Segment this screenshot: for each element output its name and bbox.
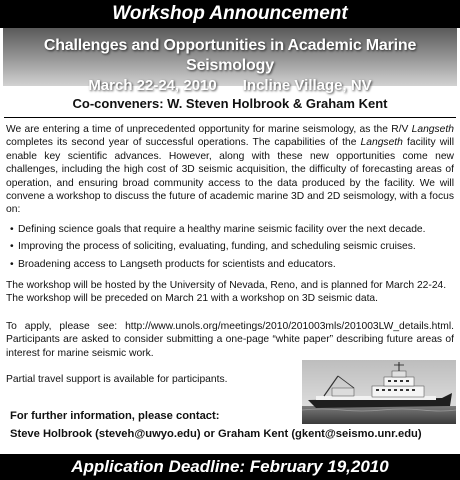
intro-section — [6, 123, 454, 275]
title-banner — [3, 28, 457, 94]
divider — [4, 117, 456, 118]
focus-item: • Improving the process of soliciting, evaluating, funding, and scheduling seismic cruises. — [10, 240, 454, 253]
apply-paragraph: To apply, please see: http://www.unols.org/meetings/2010/201003mls/201003LW_details.html. Participants are asked to consider submitting a one-page “white paper” describing future areas of interest for marine seismic work. — [6, 321, 454, 359]
workshop-title: Challenges and Opportunities in Academic Marine Seismology — [43, 37, 417, 74]
announcement-header — [0, 0, 460, 28]
vessel-name: Langseth — [411, 124, 454, 135]
intro-text-1: We are entering a time of unprecedented opportunity for marine seismology, as the R/V — [6, 124, 412, 135]
focus-item: • Broadening access to Langseth products for scientists and educators. — [10, 258, 454, 271]
intro-text-2: completes its second year of successful operations. The capabilities of the — [6, 137, 361, 149]
intro-paragraph — [6, 123, 454, 217]
coconveners-line: Co-conveners: W. Steven Holbrook & Graham Kent — [72, 96, 388, 111]
intro-text-3: facility will enable key scientific advances. However, along with these new opportunities come new challenges, including the high cost of 3D seismic acquisition, the difficulty of forecasting areas of operation, and ensuring broad community access to the data produced by the facility. We will convene a workshop to discuss the future of academic marine 3D and 2D seismology, with a focus on: — [6, 137, 454, 216]
focus-list — [10, 223, 454, 271]
date-location-line — [3, 76, 457, 96]
research-vessel-photo — [302, 360, 456, 424]
workshop-location: Incline Village, NV — [242, 77, 372, 94]
workshop-dates: March 22-24, 2010 — [88, 77, 217, 94]
focus-item: • Defining science goals that require a healthy marine seismic facility over the next decade. — [10, 223, 454, 236]
travel-support-note: Partial travel support is available for participants. — [6, 374, 228, 385]
deadline-banner — [0, 454, 460, 480]
header-title: Workshop Announcement — [112, 3, 348, 24]
contact-details: Steve Holbrook (steveh@uwyo.edu) or Graham Kent (gkent@seismo.unr.edu) — [10, 428, 422, 440]
vessel-name: Langseth — [360, 137, 403, 149]
hosting-paragraph: The workshop will be hosted by the University of Nevada, Reno, and is planned for March 22-24. The workshop will be preceded on March 21 with a workshop on 3D seismic data. — [6, 280, 447, 305]
contact-heading: For further information, please contact: — [10, 410, 220, 422]
application-deadline: Application Deadline: February 19,2010 — [71, 457, 389, 476]
